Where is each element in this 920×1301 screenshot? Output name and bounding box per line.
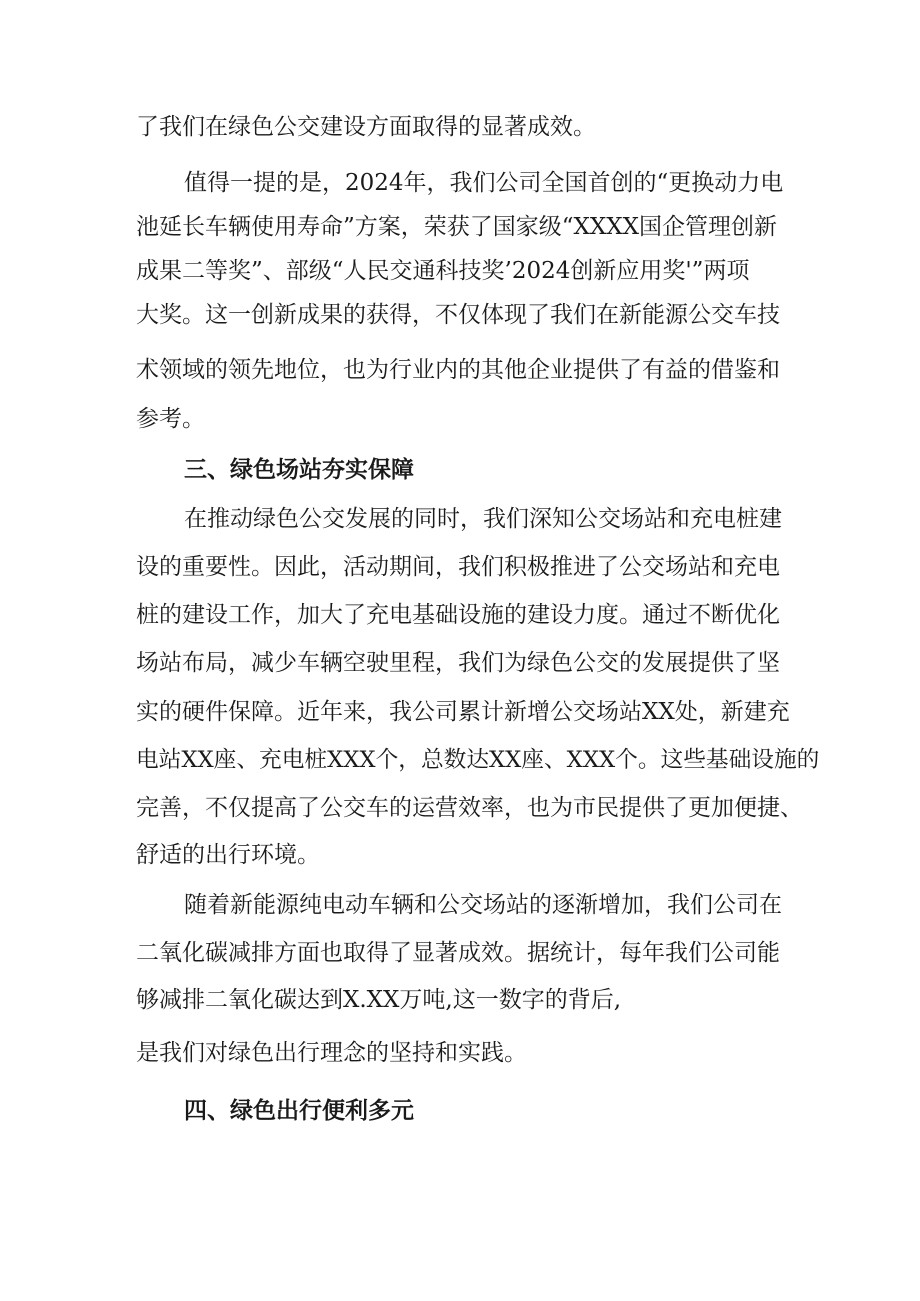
paragraph-line: 设的重要性。因此，活动期间，我们积极推进了公交场站和充电 xyxy=(136,554,780,580)
paragraph-line: 值得一提的是，2024年，我们公司全国首创的“更换动力电 xyxy=(184,170,784,196)
paragraph-line: 参考。 xyxy=(136,406,205,432)
paragraph-line: 大奖。这一创新成果的获得，不仅体现了我们在新能源公交车技 xyxy=(136,302,780,328)
paragraph-line: 实的硬件保障。近年来，我公司累计新增公交场站XX处，新建充 xyxy=(136,699,790,725)
paragraph-line: 完善，不仅提高了公交车的运营效率，也为市民提供了更加便捷、 xyxy=(136,795,803,821)
paragraph-line: 术领域的领先地位，也为行业内的其他企业提供了有益的借鉴和 xyxy=(136,357,780,383)
paragraph-line: 了我们在绿色公交建设方面取得的显著成效。 xyxy=(136,114,596,140)
paragraph-line: 在推动绿色公交发展的同时，我们深知公交场站和充电桩建 xyxy=(184,506,782,532)
paragraph-line: 电站XX座、充电桩XXX个，总数达XX座、XXX个。这些基础设施的 xyxy=(136,747,820,773)
section-heading: 三、绿色场站夯实保障 xyxy=(184,457,414,483)
paragraph-line: 是我们对绿色出行理念的坚持和实践。 xyxy=(136,1040,527,1066)
paragraph-line: 二氧化碳减排方面也取得了显著成效。据统计，每年我们公司能 xyxy=(136,940,780,966)
paragraph-line: 随着新能源纯电动车辆和公交场站的逐渐增加，我们公司在 xyxy=(184,892,782,918)
paragraph-line: 舒适的出行环境。 xyxy=(136,842,320,868)
paragraph-line: 池延长车辆使用寿命”方案，荣获了国家级“XXXX国企管理创新 xyxy=(136,214,778,240)
paragraph-line: 桩的建设工作，加大了充电基础设施的建设力度。通过不断优化 xyxy=(136,602,780,628)
paragraph-line: 成果二等奖”、部级“人民交通科技奖’2024创新应用奖'”两项 xyxy=(136,258,750,284)
section-heading: 四、绿色出行便利多元 xyxy=(184,1098,414,1124)
paragraph-line: 够减排二氧化碳达到X.XX万吨,这一数字的背后, xyxy=(136,987,622,1013)
paragraph-line: 场站布局，减少车辆空驶里程，我们为绿色公交的发展提供了坚 xyxy=(136,650,780,676)
